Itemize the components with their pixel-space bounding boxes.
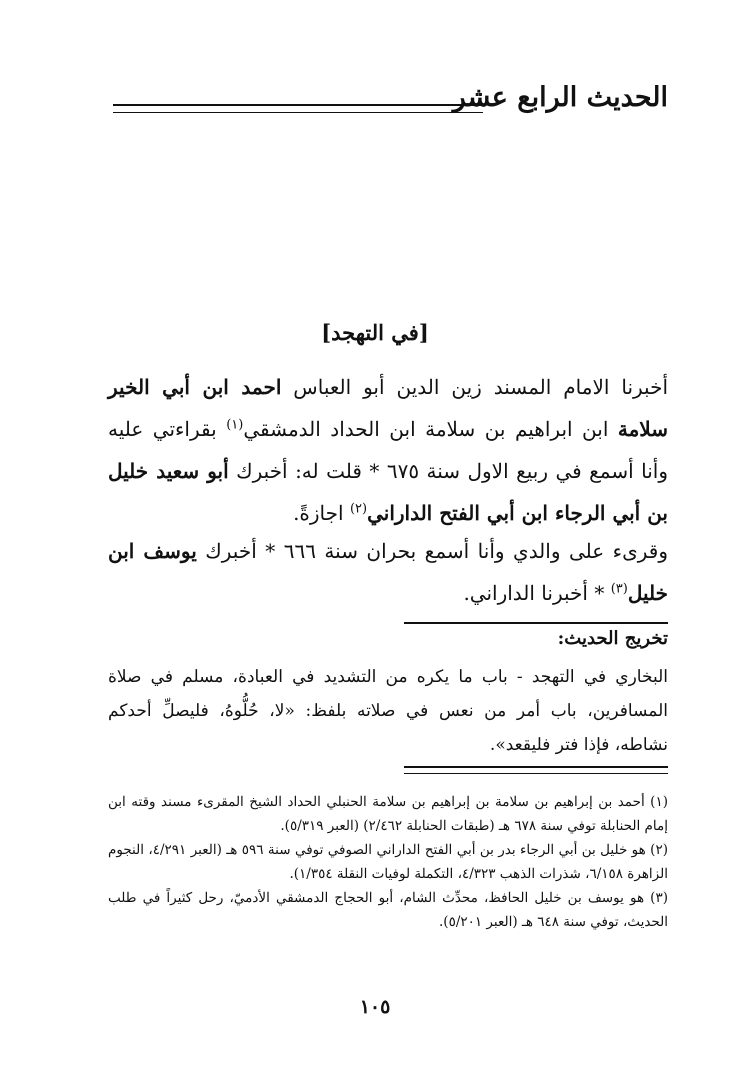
footnote-1: (١) أحمد بن إبراهيم بن سلامة بن إبراهيم بن سلامة الحنبلي الحداد الشيخ المقرىء مسند وقته ابن إمام الحنابلة توفي سنة ٦٧٨ هـ (طبقات الحنابلة ٢/٤٦٢) (العبر ٥/٣١٩).	[108, 794, 668, 834]
footnote-ref-3: (٣)	[610, 581, 628, 597]
p1-text-3: بقراءتي عليه وأنا أسمع في ربيع الاول سنة ٦٧٥ * قلت له: أخبرك	[108, 417, 668, 483]
footnote-ref-2: (٢)	[349, 501, 368, 517]
p1-text-2: ابن ابراهيم بن سلامة ابن الحداد الدمشقي	[243, 417, 618, 441]
footnote-2: (٢) هو خليل بن أبي الرجاء بدر بن أبي الفتح الداراني الصوفي توفي سنة ٥٩٦ هـ (العبر ٤/٢٩١، النجوم الزاهرة ٦/١٥٨، شذرات الذهب ٤/٣٢٣، التكملة لوفيات النقلة ١/٣٥٤).	[108, 842, 668, 882]
p1-narrator-name-2: أبو سعيد خليل بن أبي الرجاء ابن أبي الفتح الداراني	[108, 459, 668, 525]
footnote-ref-1: (١)	[226, 417, 244, 433]
takhrij-body: البخاري في التهجد - باب ما يكره من التشديد في العبادة، مسلم في صلاة المسافرين، باب أمر من نعس في صلاته بلفظ: «لا، حُلُّوهُ، فليصلِّ أحدكم نشاطه، فإذا فتر فليقعد».	[108, 667, 668, 755]
p1-text-1: أخبرنا الامام المسند زين الدين أبو العباس	[281, 375, 668, 399]
page-number: ١٠٥	[359, 996, 391, 1018]
hadith-chain-paragraph-2	[108, 530, 668, 614]
header-rule	[113, 104, 483, 113]
p2-narrator-name: يوسف ابن خليل	[108, 539, 668, 605]
section-heading: [في التهجد]	[321, 320, 429, 345]
footnote-rule	[404, 766, 668, 774]
footnotes	[108, 790, 668, 934]
p2-text-2: * أخبرنا الداراني.	[463, 581, 611, 605]
takhrij-heading: تخريج الحديث:	[557, 628, 668, 649]
section-divider	[404, 622, 668, 624]
chapter-title: الحديث الرابع عشر	[452, 82, 668, 113]
footnote-3: (٣) هو يوسف بن خليل الحافظ، محدِّث الشام، أبو الحجاج الدمشقي الأدميّ، رحل كثيراً في طلب الحديث، توفي سنة ٦٤٨ هـ (العبر ٥/٢٠١).	[108, 890, 668, 930]
p2-text-1: وقرىء على والدي وأنا أسمع بحران سنة ٦٦٦ * أخبرك	[196, 539, 668, 563]
p1-narrator-name-1: احمد ابن أبي الخير سلامة	[108, 375, 669, 441]
hadith-chain-paragraph-1	[108, 366, 668, 534]
p1-text-4: اجازةً.	[293, 501, 350, 525]
